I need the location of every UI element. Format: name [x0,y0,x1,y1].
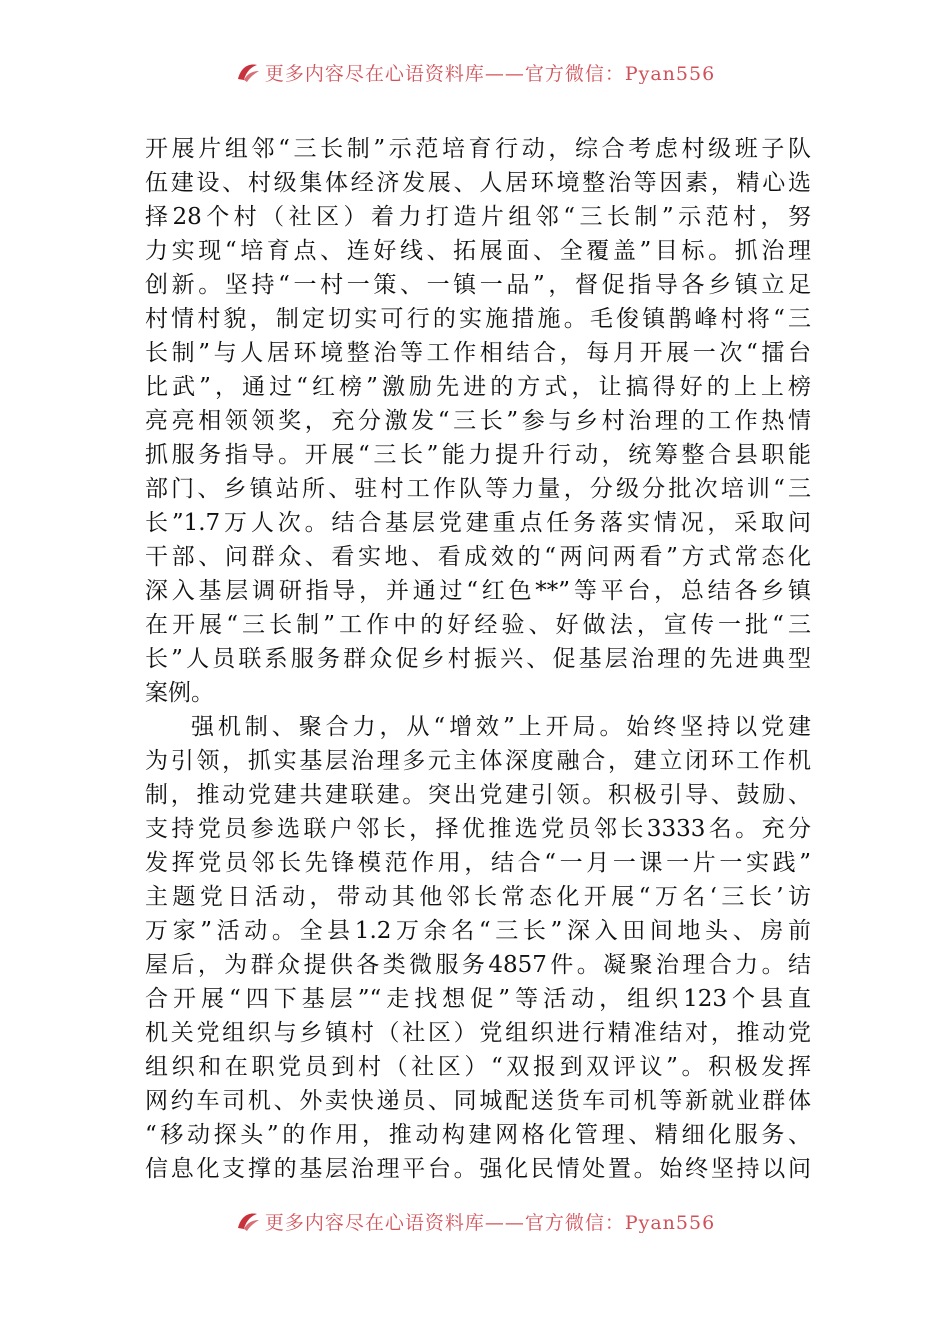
text-line: 强机制、聚合力，从“增效”上开局。始终坚持以党建 [191,714,811,740]
text-line: 支持党员参选联户邻长，择优推选党员邻长3333名。充分 [145,816,811,842]
text-line: 发挥党员邻长先锋模范作用，结合“一月一课一片一实践” [145,850,811,876]
text-line: 组织和在职党员到村（社区）“双报到双评议”。积极发挥 [145,1054,811,1080]
text-line: 择28个村（社区）着力打造片组邻“三长制”示范村，努 [145,204,811,230]
paragraph-1 [145,132,811,710]
watermark-header [0,60,950,84]
text-line: 长制”与人居环境整治等工作相结合，每月开展一次“擂台 [145,340,811,366]
watermark-text: 更多内容尽在心语资料库——官方微信：Pyan556 [264,62,716,84]
watermark-logo-icon [235,61,261,83]
text-line: 在开展“三长制”工作中的好经验、好做法，宣传一批“三 [145,612,811,638]
text-line: 屋后，为群众提供各类微服务4857件。凝聚治理合力。结 [145,952,811,978]
text-line: 部门、乡镇站所、驻村工作队等力量，分级分批次培训“三 [145,476,811,502]
text-line: 伍建设、村级集体经济发展、人居环境整治等因素，精心选 [145,170,811,196]
text-line: 开展片组邻“三长制”示范培育行动，综合考虑村级班子队 [145,136,811,162]
text-line: 制，推动党建共建联建。突出党建引领。积极引导、鼓励、 [145,782,811,808]
text-line: 抓服务指导。开展“三长”能力提升行动，统筹整合县职能 [145,442,811,468]
text-line: 为引领，抓实基层治理多元主体深度融合，建立闭环工作机 [145,748,811,774]
watermark-logo-icon [235,1210,261,1232]
text-line: 机关党组织与乡镇村（社区）党组织进行精准结对，推动党 [145,1020,811,1046]
watermark-text: 更多内容尽在心语资料库——官方微信：Pyan556 [264,1211,716,1233]
text-line: 网约车司机、外卖快递员、同城配送货车司机等新就业群体 [145,1088,811,1114]
text-line: “移动探头”的作用，推动构建网格化管理、精细化服务、 [145,1122,811,1148]
text-line: 长”1.7万人次。结合基层党建重点任务落实情况，采取问 [145,510,811,536]
text-line: 案例。 [145,680,214,706]
text-line: 信息化支撑的基层治理平台。强化民情处置。始终坚持以问 [145,1156,811,1182]
text-line: 万家”活动。全县1.2万余名“三长”深入田间地头、房前 [145,918,811,944]
paragraph-2 [145,710,811,1186]
text-line: 力实现“培育点、连好线、拓展面、全覆盖”目标。抓治理 [145,238,811,264]
text-line: 亮亮相领领奖，充分激发“三长”参与乡村治理的工作热情 [145,408,811,434]
text-line: 主题党日活动，带动其他邻长常态化开展“万名‘三长’访 [145,884,811,910]
text-line: 干部、问群众、看实地、看成效的“两问两看”方式常态化 [145,544,811,570]
text-line: 合开展“四下基层”“走找想促”等活动，组织123个县直 [145,986,811,1012]
document-body [145,132,811,1186]
text-line: 村情村貌，制定切实可行的实施措施。毛俊镇鹊峰村将“三 [145,306,811,332]
text-line: 比武”，通过“红榜”激励先进的方式，让搞得好的上上榜 [145,374,811,400]
text-line: 深入基层调研指导，并通过“红色**”等平台，总结各乡镇 [145,578,811,604]
text-line: 创新。坚持“一村一策、一镇一品”，督促指导各乡镇立足 [145,272,811,298]
watermark-footer [0,1209,950,1233]
text-line: 长”人员联系服务群众促乡村振兴、促基层治理的先进典型 [145,646,811,672]
